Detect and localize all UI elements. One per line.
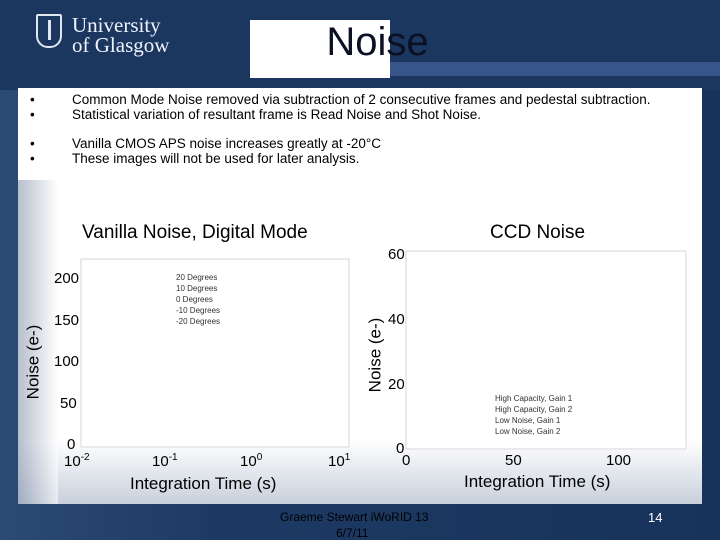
slide-title: Noise xyxy=(326,20,429,64)
bullet-marker: • xyxy=(30,107,35,122)
university-logo xyxy=(36,14,176,60)
logo-line-2: of Glasgow xyxy=(72,33,170,57)
chart1-xlabel: Integration Time (s) xyxy=(130,474,277,493)
legend-item: 20 Degrees xyxy=(176,273,218,282)
chart2-xtick: 100 xyxy=(606,452,632,469)
chart1-ytick: 50 xyxy=(60,395,77,412)
chart1-ylabel: Noise (e-) xyxy=(23,324,43,400)
chart2-xtick: 50 xyxy=(505,452,522,469)
legend-item: -20 Degrees xyxy=(176,317,221,326)
legend-item: 10 Degrees xyxy=(176,284,218,293)
legend-item: 0 Degrees xyxy=(176,295,213,304)
bullet-marker: • xyxy=(30,151,35,166)
bullet-item xyxy=(22,107,702,122)
chart2-ytick: 60 xyxy=(388,246,405,263)
bullet-item xyxy=(22,151,702,166)
bullet-item xyxy=(22,136,702,151)
legend-item: High Capacity, Gain 1 xyxy=(495,394,573,403)
chart1-xtick: $10^0$ xyxy=(240,452,263,470)
chart1-ytick: 100 xyxy=(54,353,80,370)
legend-item: High Capacity, Gain 2 xyxy=(495,405,573,414)
chart2-xtick: 0 xyxy=(402,452,411,469)
footer-line-2: 6/7/11 xyxy=(336,526,369,540)
bullet-marker: • xyxy=(30,92,35,107)
chart1-ytick: 0 xyxy=(67,436,76,453)
legend-item: Low Noise, Gain 1 xyxy=(495,416,561,425)
bullet-list xyxy=(22,92,702,166)
chart2-ytick: 40 xyxy=(388,311,405,328)
chart2-ytick: 20 xyxy=(388,376,405,393)
bullet-marker: • xyxy=(30,136,35,151)
bullet-text: Vanilla CMOS APS noise increases greatly at -20°C xyxy=(72,136,382,151)
chart2-title: CCD Noise xyxy=(490,222,586,243)
legend-item: -10 Degrees xyxy=(176,306,221,315)
bullet-text: These images will not be used for later analysis. xyxy=(72,151,360,166)
chart2-xlabel: Integration Time (s) xyxy=(464,472,611,491)
chart2-ytick: 0 xyxy=(396,440,405,457)
chart1-ytick: 200 xyxy=(54,270,80,287)
chart2-ylabel: Noise (e-) xyxy=(365,317,385,393)
chart1-ytick: 150 xyxy=(54,312,80,329)
chart1-legend xyxy=(176,272,220,327)
chart2-legend xyxy=(495,393,572,437)
bullet-text: Common Mode Noise removed via subtraction of 2 consecutive frames and pedestal subtraction. xyxy=(72,92,651,107)
crest-icon xyxy=(36,14,62,48)
legend-item: Low Noise, Gain 2 xyxy=(495,427,561,436)
bullet-text: Statistical variation of resultant frame is Read Noise and Shot Noise. xyxy=(72,107,481,122)
chart1-xtick: $10^{-1}$ xyxy=(152,452,178,470)
chart1-xtick: $10^{-2}$ xyxy=(64,452,90,470)
page-number: 14 xyxy=(648,510,663,525)
logo-line-1: University xyxy=(72,13,161,37)
chart1-title: Vanilla Noise, Digital Mode xyxy=(82,222,308,243)
bullet-item xyxy=(22,92,702,107)
footer-line-1: Graeme Stewart iWoRID 13 xyxy=(280,510,429,524)
chart1-xtick: $10^1$ xyxy=(328,452,351,470)
